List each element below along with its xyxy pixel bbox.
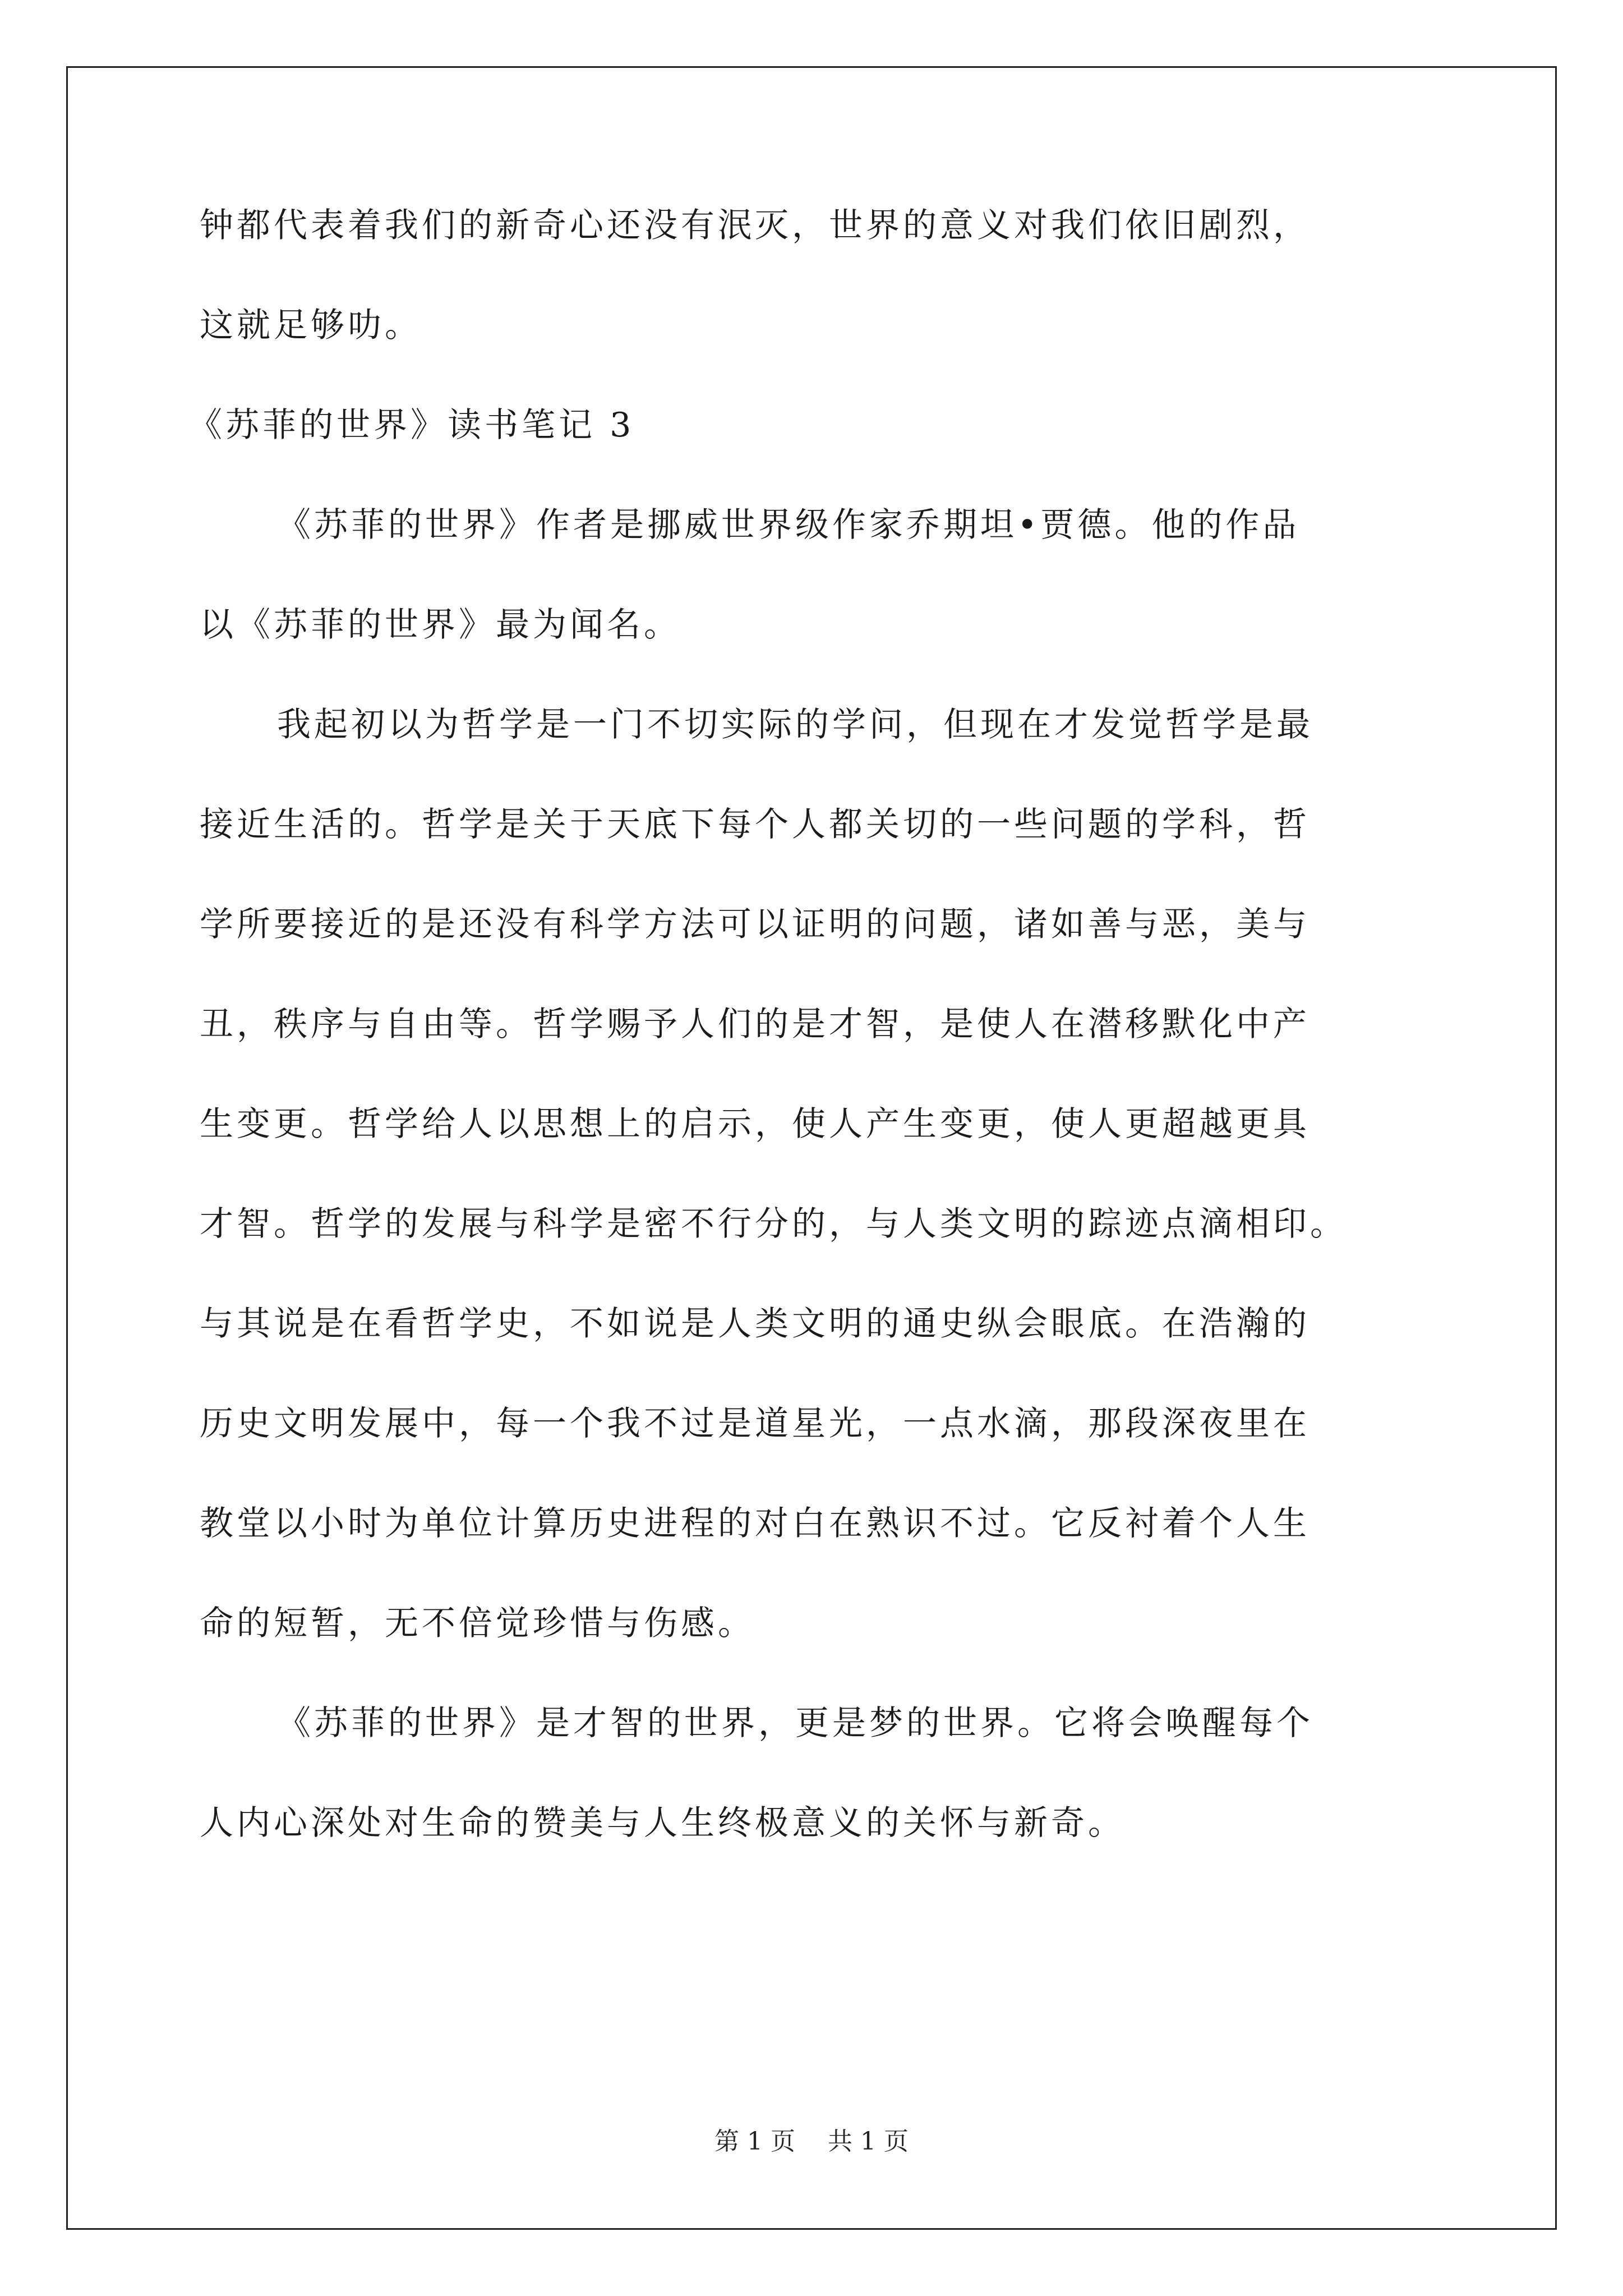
paragraph-first-line: 《苏菲的世界》作者是挪威世界级作家乔期坦•贾德。他的作品 <box>277 505 1300 545</box>
page-footer <box>0 2129 1623 2154</box>
text-line: 钟都代表着我们的新奇心还没有泯灭，世界的意义对我们依旧剧烈， <box>200 206 1310 245</box>
section-heading: 《苏菲的世界》读书笔记 3 <box>188 406 635 445</box>
page-total: 共 1 页 <box>828 2127 909 2156</box>
text-line: 教堂以小时为单位计算历史进程的对白在熟识不过。它反衬着个人生 <box>200 1504 1310 1543</box>
text-line: 这就足够叻。 <box>200 306 422 345</box>
text-line: 命的短暂，无不倍觉珍惜与伤感。 <box>200 1604 755 1643</box>
text-line: 历史文明发展中，每一个我不过是道星光，一点水滴，那段深夜里在 <box>200 1404 1310 1443</box>
text-line: 学所要接近的是还没有科学方法可以证明的问题，诸如善与恶，美与 <box>200 905 1310 944</box>
text-line: 以《苏菲的世界》最为闻名。 <box>200 605 681 645</box>
text-line: 才智。哲学的发展与科学是密不行分的，与人类文明的踪迹点滴相印。 <box>200 1204 1347 1244</box>
paragraph-first-line: 《苏菲的世界》是才智的世界，更是梦的世界。它将会唤醒每个 <box>277 1704 1313 1743</box>
text-line: 生变更。哲学给人以思想上的启示，使人产生变更，使人更超越更具 <box>200 1105 1310 1144</box>
text-line: 与其说是在看哲学史，不如说是人类文明的通史纵会眼底。在浩瀚的 <box>200 1304 1310 1343</box>
page-number: 第 1 页 <box>714 2127 795 2156</box>
document-body <box>188 206 1433 1906</box>
paragraph-first-line: 我起初以为哲学是一门不切实际的学问，但现在才发觉哲学是最 <box>277 705 1313 744</box>
text-line: 丑，秩序与自由等。哲学赐予人们的是才智，是使人在潜移默化中产 <box>200 1005 1310 1044</box>
text-line: 人内心深处对生命的赞美与人生终极意义的关怀与新奇。 <box>200 1803 1125 1843</box>
text-line: 接近生活的。哲学是关于天底下每个人都关切的一些问题的学科，哲 <box>200 805 1310 844</box>
